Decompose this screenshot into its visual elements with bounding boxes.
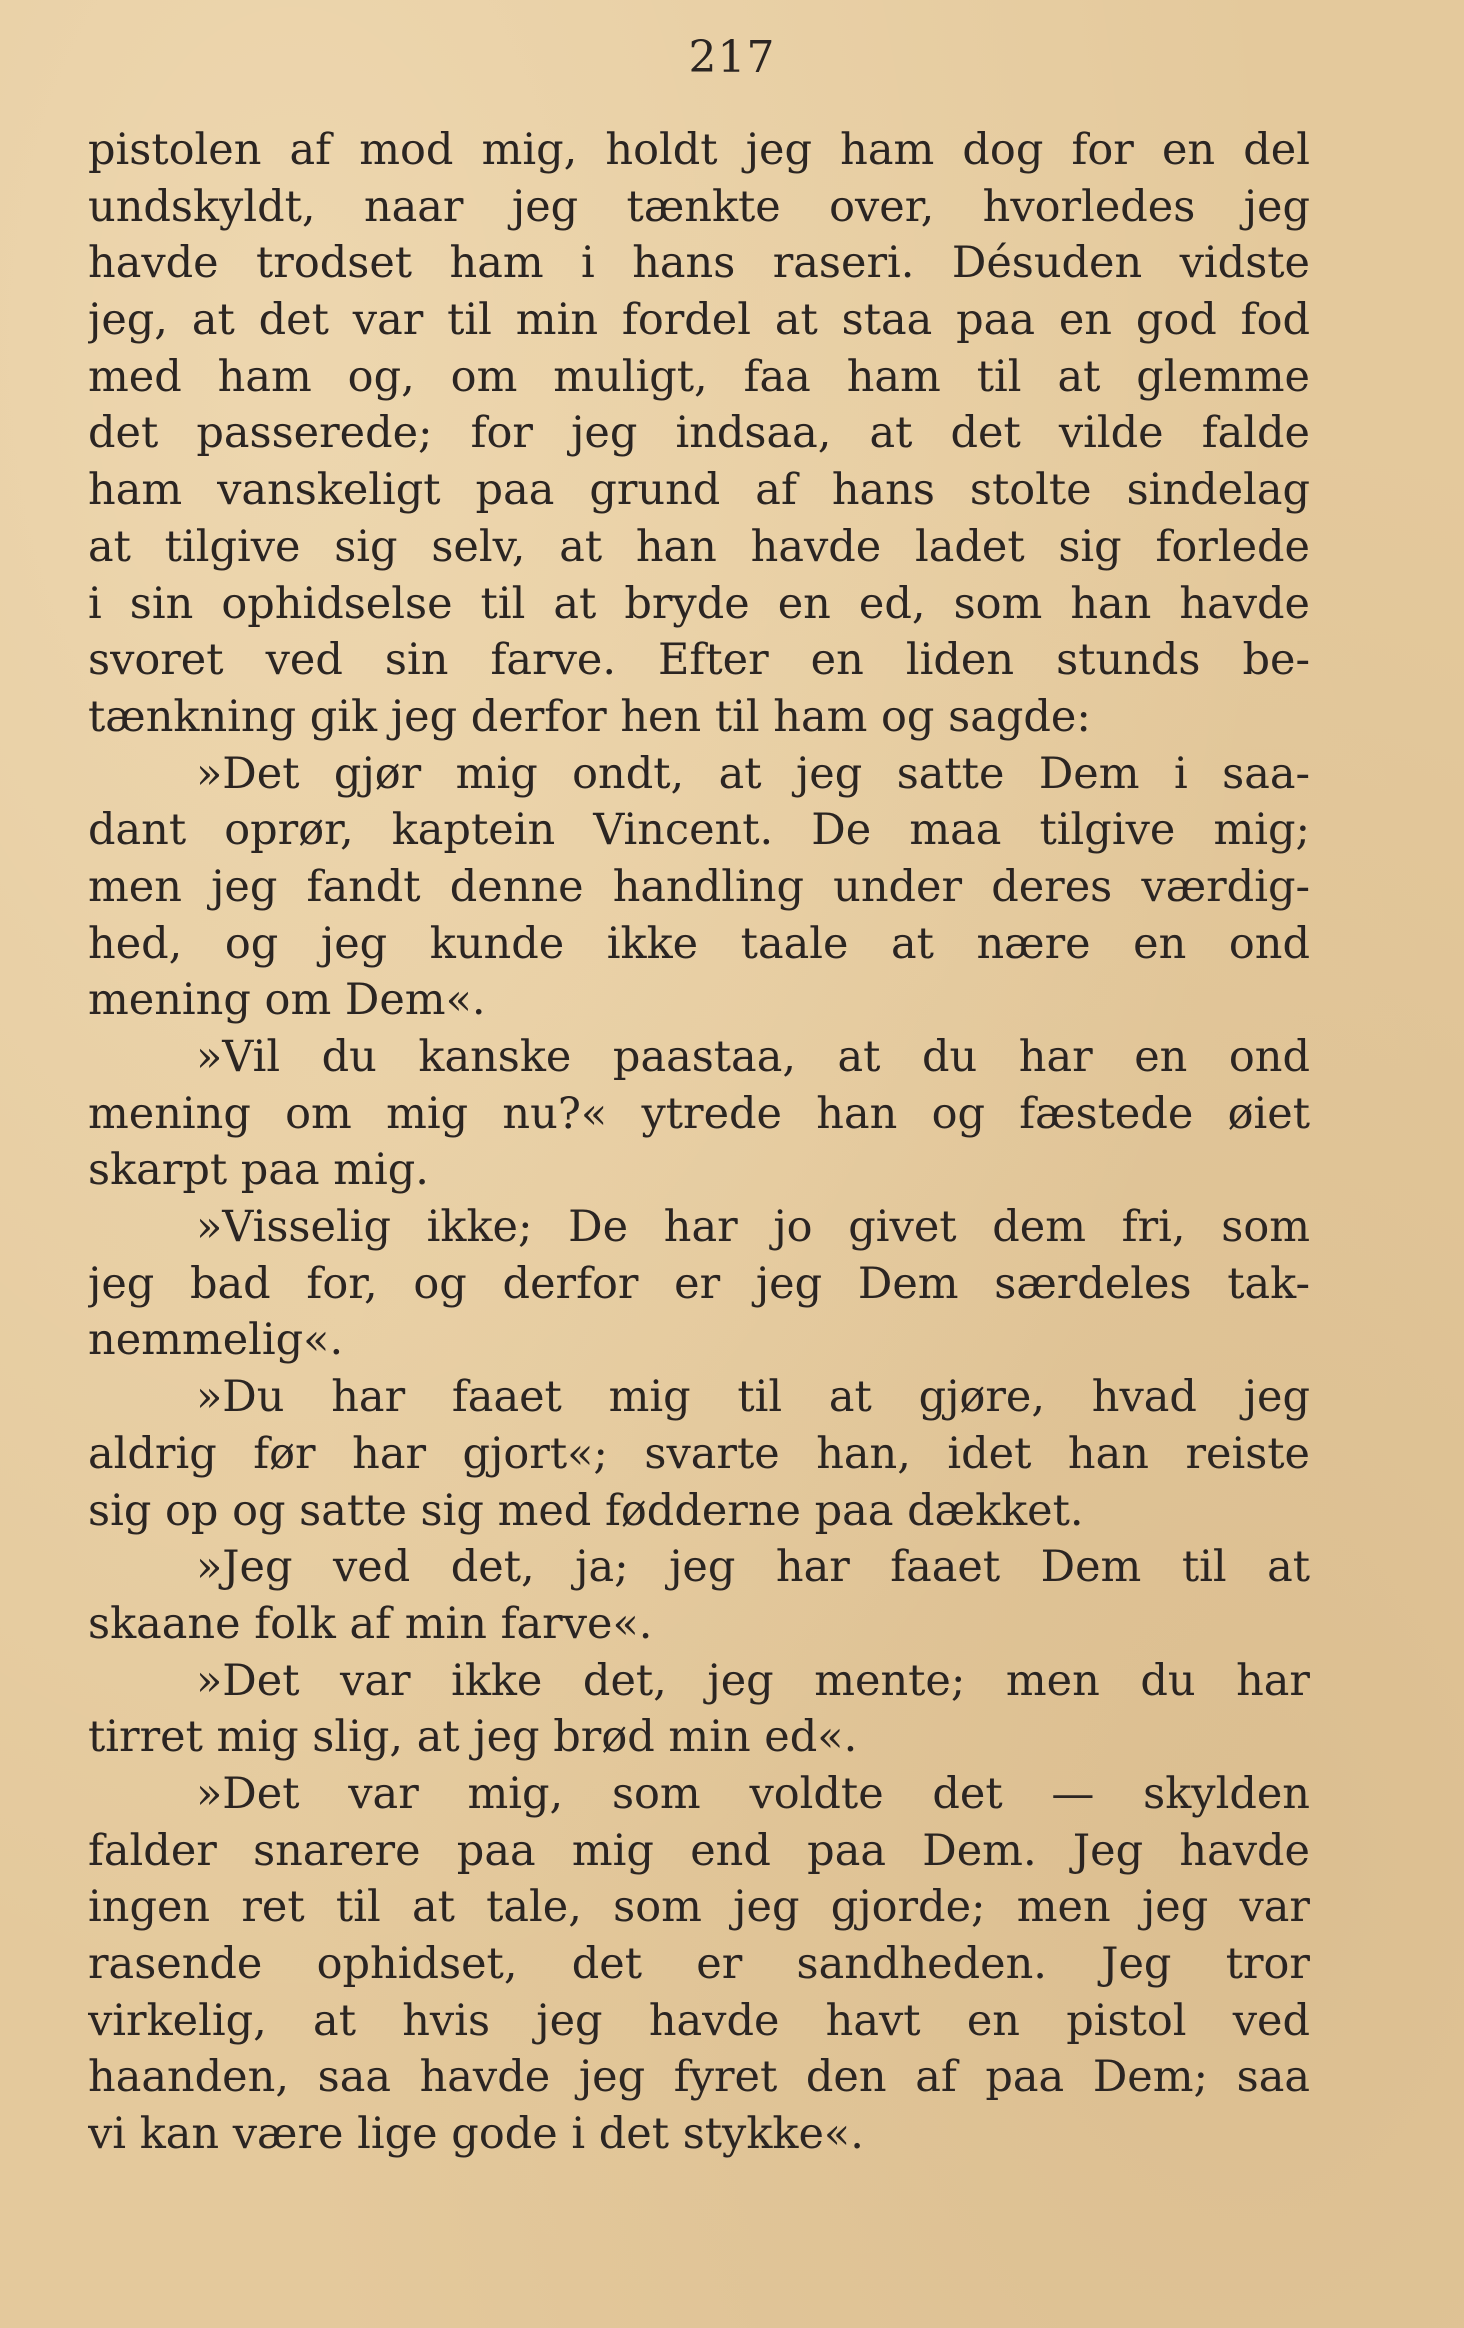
text-line: tirret mig slig, at jeg brød min ed«. [88, 1712, 858, 1763]
text-line: falder snarere paa mig end paa Dem. Jeg havde [88, 1825, 1310, 1876]
text-line: med ham og, om muligt, faa ham til at glemme [88, 351, 1310, 402]
text-line: hed, og jeg kunde ikke taale at nære en ond [88, 918, 1310, 969]
text-line: »Det var mig, som voldte det — skylden [196, 1768, 1310, 1819]
text-line: ham vanskeligt paa grund af hans stolte sindelag [88, 465, 1310, 516]
text-line: mening om mig nu?« ytrede han og fæstede øiet [88, 1088, 1310, 1139]
text-line: »Visselig ikke; De har jo givet dem fri, som [196, 1202, 1310, 1253]
text-line: i sin ophidselse til at bryde en ed, som han havde [88, 578, 1310, 629]
text-line: virkelig, at hvis jeg havde havt en pistol ved [88, 1995, 1310, 2046]
text-line: nemmelig«. [88, 1315, 344, 1366]
text-line: men jeg fandt denne handling under deres værdig- [88, 861, 1310, 912]
text-line: at tilgive sig selv, at han havde ladet sig forlede [88, 521, 1310, 572]
text-line: ingen ret til at tale, som jeg gjorde; men jeg var [88, 1882, 1310, 1933]
page-number: 217 [688, 32, 776, 83]
body-text [88, 122, 1310, 2163]
text-line: havde trodset ham i hans raseri. Désuden vidste [88, 238, 1310, 289]
text-line: jeg bad for, og derfor er jeg Dem særdeles tak- [88, 1258, 1310, 1309]
text-line: pistolen af mod mig, holdt jeg ham dog for en del [88, 125, 1310, 175]
text-line: mening om Dem«. [88, 975, 486, 1026]
text-line: jeg, at det var til min fordel at staa paa en god fod [88, 295, 1310, 346]
text-line: dant oprør, kaptein Vincent. De maa tilgive mig; [88, 805, 1310, 856]
text-line: aldrig før har gjort«; svarte han, idet han reiste [88, 1428, 1310, 1479]
text-line: »Det gjør mig ondt, at jeg satte Dem i saa- [196, 748, 1310, 799]
text-line: »Vil du kanske paastaa, at du har en ond [196, 1032, 1310, 1082]
text-line: tænkning gik jeg derfor hen til ham og sagde: [88, 691, 1091, 742]
text-line: vi kan være lige gode i det stykke«. [88, 2109, 864, 2160]
text-line: svoret ved sin farve. Efter en liden stunds be- [88, 635, 1310, 686]
text-line: det passerede; for jeg indsaa, at det vilde falde [88, 408, 1310, 459]
text-line: skaane folk af min farve«. [88, 1598, 653, 1649]
text-line: undskyldt, naar jeg tænkte over, hvorledes jeg [88, 181, 1310, 232]
text-line: sig op og satte sig med fødderne paa dækket. [88, 1485, 1084, 1536]
text-line: rasende ophidset, det er sandheden. Jeg tror [88, 1939, 1310, 1989]
text-line: »Du har faaet mig til at gjøre, hvad jeg [196, 1372, 1310, 1423]
text-line: »Jeg ved det, ja; jeg har faaet Dem til at [196, 1542, 1310, 1593]
text-line: haanden, saa havde jeg fyret den af paa Dem; saa [88, 2052, 1310, 2103]
text-line: skarpt paa mig. [88, 1145, 429, 1196]
text-line: »Det var ikke det, jeg mente; men du har [196, 1655, 1310, 1706]
